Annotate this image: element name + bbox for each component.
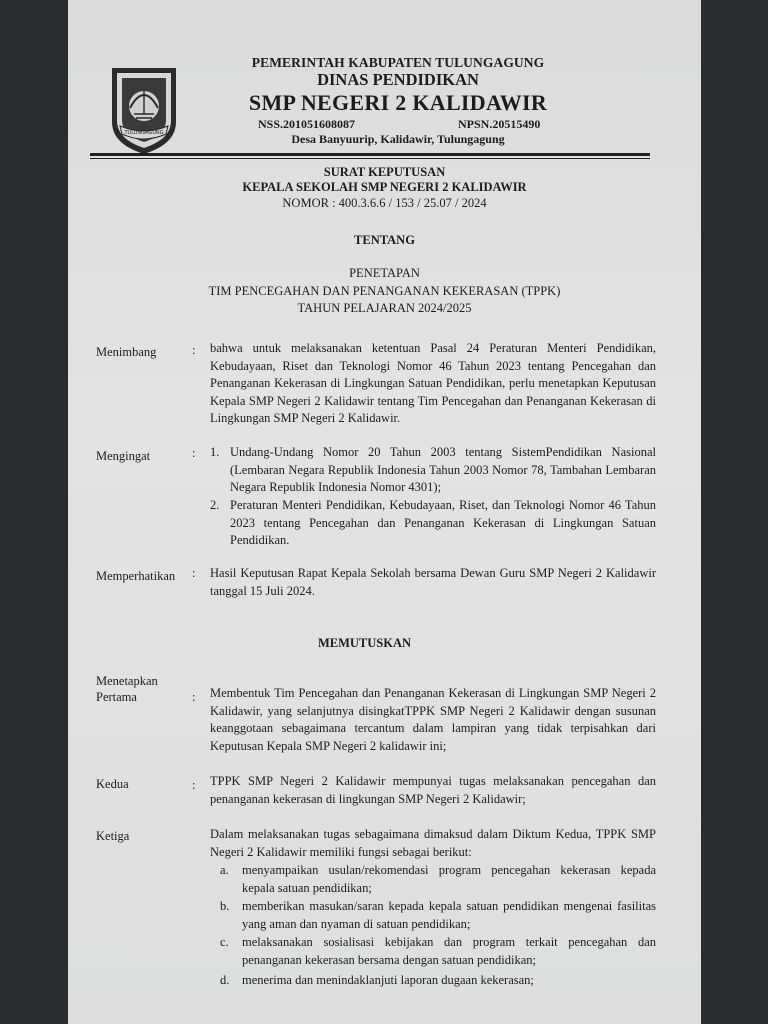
kedua-text: TPPK SMP Negeri 2 Kalidawir mempunyai tugas melaksanakan pencegahan dan penanganan kekerasan di lingkungan SMP Negeri 2 Kalidawir; [210,774,656,806]
menetapkan-label: Menetapkan [96,674,158,688]
subject-line-2: TIM PENCEGAHAN DAN PENANGANAN KEKERASAN (TPPK) [208,284,561,298]
header-address: Desa Banyuurip, Kalidawir, Tulungagung [291,132,505,146]
ketiga-intro: Dalam melaksanakan tugas sebagaimana dimaksud dalam Diktum Kedua, TPPK SMP Negeri 2 Kalidawir memiliki fungsi sebagai berikut: [210,827,656,859]
ketiga-item-a: menyampaikan usulan/rekomendasi program pencegahan kekerasan kepada kepala satuan pendidikan; [242,863,656,895]
ketiga-label: Ketiga [96,829,130,843]
header-school-name: SMP NEGERI 2 KALIDAWIR [248,90,548,115]
ketiga-item-c: melaksanakan sosialisasi kebijakan dan program terkait pencegahan dan penanganan kekerasan bersama dengan satuan pendidikan; [242,935,656,967]
menimbang-text: bahwa untuk melaksanakan ketentuan Pasal 24 Peraturan Menteri Pendidikan, Kebudayaan, Riset dan Teknologi Nomor 46 Tahun 2023 tentang Pencegahan dan Penanganan Kekerasan di Lingkungan Satuan Pendidikan, perlu menetapkan Keputusan Kepala SMP Negeri 2 Kalidawir tentang Tim Pencegahan dan Penanganan Kekerasan di Lingkungan SMP Negeri 2 Kalidawir. [210,341,656,425]
ketiga-num-c: c. [220,935,229,949]
memperhatikan-text: Hasil Keputusan Rapat Kepala Sekolah bersama Dewan Guru SMP Negeri 2 Kalidawir tanggal 15 Juli 2024. [210,566,656,598]
doc-number: NOMOR : 400.3.6.6 / 153 / 25.07 / 2024 [282,196,487,210]
svg-text:TULUNGAGUNG: TULUNGAGUNG [124,130,164,136]
mengingat-label: Mengingat [96,449,151,463]
mengingat-num-1: 1. [210,445,220,459]
menimbang-label: Menimbang [96,345,157,359]
header-ids [258,117,541,132]
doc-type: SURAT KEPUTUSAN [323,165,446,179]
npsn-number: NPSN.20515490 [458,117,541,131]
header-department: DINAS PENDIDIKAN [317,70,479,89]
document-page [68,0,701,1024]
regency-emblem-icon [106,64,182,156]
mengingat-colon: : [192,446,196,460]
header-government: PEMERINTAH KABUPATEN TULUNGAGUNG [251,55,545,70]
memperhatikan-label: Memperhatikan [96,569,176,583]
pertama-text: Membentuk Tim Pencegahan dan Penanganan Kekerasan di Lingkungan SMP Negeri 2 Kalidawir, yang selanjutnya disingkatTPPK SMP Negeri 2 Kalidawir dengan susunan keanggotaan sebagaimana tercantum dalam lampiran yang tidak terpisahkan dari Keputusan Kepala SMP Negeri 2 kalidawir ini; [210,686,656,753]
kedua-colon: : [192,778,196,792]
ketiga-item-d: menerima dan menindaklanjuti laporan dugaan kekerasan; [242,973,534,987]
kedua-label: Kedua [96,777,129,791]
doc-tentang: TENTANG [354,233,415,247]
subject-line-1: PENETAPAN [349,266,420,280]
ketiga-num-b: b. [220,899,230,913]
header-divider-thick [90,153,650,156]
mengingat-item-2: Peraturan Menteri Pendidikan, Kebudayaan, Riset, dan Teknologi Nomor 46 Tahun 2023 tentang Pencegahan dan Penanganan Kekerasan di Lingkungan Satuan Pendidikan. [230,498,656,547]
ketiga-item-b: memberikan masukan/saran kepada kepala satuan pendidikan mengenai fasilitas yang aman dan nyaman di satuan pendidikan; [242,899,656,931]
mengingat-item-1: Undang-Undang Nomor 20 Tahun 2003 tentang SistemPendidikan Nasional (Lembaran Negara Republik Indonesia Tahun 2003 Nomor 78, Tambahan Lembaran Negara Republik Indonesia Nomor 4301); [230,445,656,494]
ketiga-num-d: d. [220,973,230,987]
memutuskan-heading: MEMUTUSKAN [317,636,412,650]
nss-number: NSS.201051608087 [258,117,356,131]
menimbang-colon: : [192,343,196,357]
mengingat-num-2: 2. [210,498,220,512]
subject-line-3: TAHUN PELAJARAN 2024/2025 [297,301,472,315]
ketiga-num-a: a. [220,863,229,877]
pertama-colon: : [192,690,196,704]
memperhatikan-colon: : [192,566,196,580]
header-divider-thin [90,158,650,159]
pertama-label: Pertama [96,690,137,704]
doc-issuer: KEPALA SEKOLAH SMP NEGERI 2 KALIDAWIR [242,180,527,194]
